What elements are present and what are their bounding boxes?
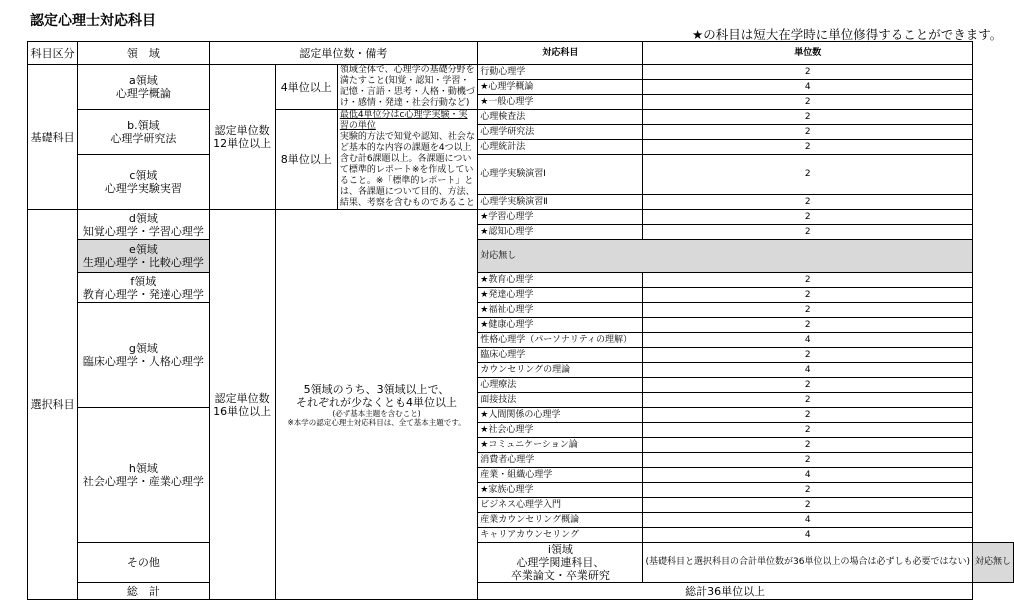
basic-label: 基礎科目 (28, 65, 78, 210)
course-units: 2 (643, 225, 973, 240)
basic-r1-note: 領域全体で、心理学の基礎分野を満たすこと(知覚・認知・学習・記憶・言語・思考・人格・動機づけ・感情・発達・社会行動など) (337, 65, 477, 110)
area-g: g領域 臨床心理学・人格心理学 (78, 303, 209, 408)
elective-note: 5領域のうち、3領域以上で、 それぞれが少なくとも4単位以上 (必ず基本主題を含むこと) ※本学の認定心理士対応科目は、全て基本主題です。 (275, 210, 477, 600)
area-f: f領域 教育心理学・発達心理学 (78, 273, 209, 303)
area-b: b.領域 心理学研究法 (78, 110, 209, 155)
elective-credit: 認定単位数 16単位以上 (209, 210, 275, 600)
course-units: 2 (643, 408, 973, 423)
course-name: ★一般心理学 (478, 95, 643, 110)
course-name: ★家族心理学 (478, 483, 643, 498)
course-name: ★学習心理学 (478, 210, 643, 225)
course-units: 2 (643, 140, 973, 155)
course-units: 2 (643, 303, 973, 318)
course-name: ★教育心理学 (478, 273, 643, 288)
area-c: c領域 心理学実験実習 (78, 155, 209, 210)
header-taiou: 対応科目 (478, 42, 643, 65)
course-name: 産業カウンセリング概論 (478, 513, 643, 528)
area-a: a領域 心理学概論 (78, 65, 209, 110)
course-units: 4 (643, 513, 973, 528)
basic-r2-units: 8単位以上 (275, 110, 337, 210)
course-name: 心理学実験演習Ⅱ (478, 195, 643, 210)
course-units: 2 (643, 348, 973, 363)
course-name: 性格心理学（パーソナリティの理解） (478, 333, 643, 348)
course-name: 心理検査法 (478, 110, 643, 125)
area-e: e領域 生理心理学・比較心理学 (78, 240, 209, 273)
page-title: 認定心理士対応科目 (30, 13, 156, 29)
course-units: 4 (643, 333, 973, 348)
course-units: 2 (643, 318, 973, 333)
course-units: 4 (643, 363, 973, 378)
area-h: h領域 社会心理学・産業心理学 (78, 408, 209, 543)
course-name: 心理学実験演習Ⅰ (478, 155, 643, 195)
course-name: 行動心理学 (478, 65, 643, 80)
course-name: 心理療法 (478, 378, 643, 393)
course-name: ★認知心理学 (478, 225, 643, 240)
basic-r2-note: 最低4単位分はc心理学実験・実習の単位 実験的方法で知覚や認知、社会など基本的な内容の課題を4つ以上含む計6課題以上。各課題について標準的レポート※を作成していること。※「標準的レポート」とは、各課題について目的、方法、結果、考察を含むものであること (337, 110, 477, 210)
course-units: 2 (643, 288, 973, 303)
course-name: ★健康心理学 (478, 318, 643, 333)
course-name: ★発達心理学 (478, 288, 643, 303)
basic-r1-units: 4単位以上 (275, 65, 337, 110)
star-note: ★の科目は短大在学時に単位修得することができます。 (692, 27, 1003, 42)
course-name: ★福祉心理学 (478, 303, 643, 318)
course-name: ★コミュニケーション論 (478, 438, 643, 453)
course-units: 2 (643, 393, 973, 408)
course-units: 2 (643, 95, 973, 110)
course-name: ★人間関係の心理学 (478, 408, 643, 423)
course-none: 対応無し (478, 240, 973, 273)
basic-credit: 認定単位数 12単位以上 (209, 65, 275, 210)
course-units: 2 (643, 483, 973, 498)
course-units: 2 (643, 210, 973, 225)
area-d: d領域 知覚心理学・学習心理学 (78, 210, 209, 240)
curriculum-table (27, 41, 1014, 600)
elective-label: 選択科目 (28, 210, 78, 600)
course-units: 2 (643, 155, 973, 195)
course-name: 臨床心理学 (478, 348, 643, 363)
course-units: 4 (643, 468, 973, 483)
course-units: 2 (643, 438, 973, 453)
header-nintei: 認定単位数・備考 (209, 42, 478, 65)
header-tani: 単位数 (643, 42, 973, 65)
course-none: 対応無し (972, 543, 1013, 583)
course-name: ビジネス心理学入門 (478, 498, 643, 513)
other-label: その他 (78, 543, 209, 583)
course-units: 2 (643, 378, 973, 393)
course-name: カウンセリングの理論 (478, 363, 643, 378)
course-name: ★社会心理学 (478, 423, 643, 438)
other-note: (基礎科目と選択科目の合計単位数が36単位以上の場合は必ずしも必要ではない) (643, 543, 973, 583)
header-kubun: 科目区分 (28, 42, 78, 65)
course-name: ★心理学概論 (478, 80, 643, 95)
course-units: 2 (643, 125, 973, 140)
course-units: 4 (643, 80, 973, 95)
course-name: 面接技法 (478, 393, 643, 408)
course-units: 2 (643, 453, 973, 468)
header-ryoiki: 領 域 (78, 42, 209, 65)
course-name: 消費者心理学 (478, 453, 643, 468)
course-units: 2 (643, 273, 973, 288)
total-label: 総 計 (78, 583, 209, 600)
course-name: 産業・組織心理学 (478, 468, 643, 483)
course-units: 2 (643, 110, 973, 125)
course-name: キャリアカウンセリング (478, 528, 643, 543)
course-units: 2 (643, 423, 973, 438)
course-name: 心理統計法 (478, 140, 643, 155)
course-units: 4 (643, 528, 973, 543)
course-units: 2 (643, 498, 973, 513)
course-units: 2 (643, 195, 973, 210)
area-i: i領域 心理学関連科目、 卒業論文・卒業研究 (478, 543, 643, 583)
course-units: 2 (643, 65, 973, 80)
course-name: 心理学研究法 (478, 125, 643, 140)
total-value: 総計36単位以上 (478, 583, 973, 600)
